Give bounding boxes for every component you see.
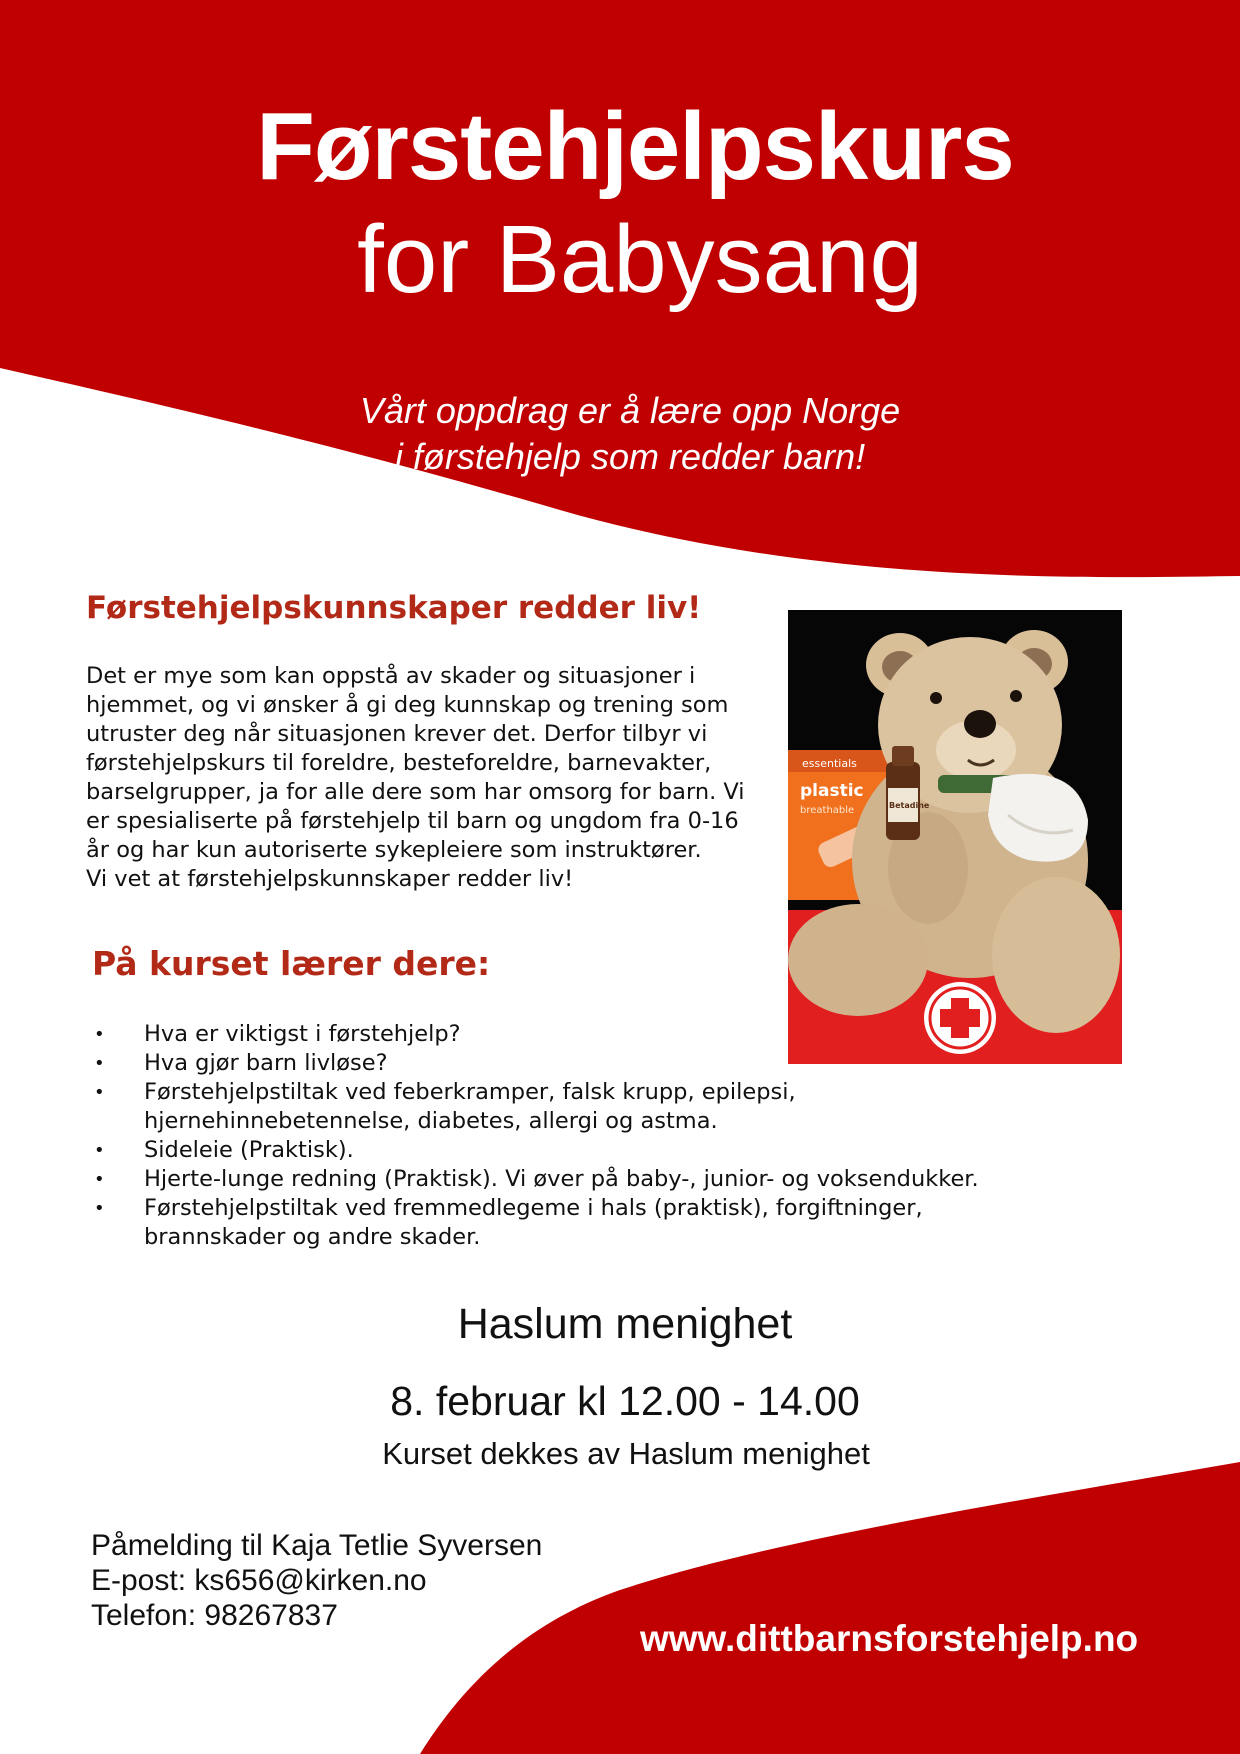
contact-phone: Telefon: 98267837 — [91, 1599, 338, 1632]
poster-title-line2: for Babysang — [357, 206, 923, 313]
footer-red-wave — [420, 1462, 1240, 1754]
bottle-label: Betadine — [889, 801, 930, 810]
tagline — [0, 388, 1240, 480]
teddy-bear-photo — [788, 610, 1122, 1064]
intro-line: førstehjelpskurs til foreldre, besteforeldre, barnevakter, — [86, 750, 712, 776]
intro-line: hjemmet, og vi ønsker å gi deg kunnskap og trening som — [86, 692, 729, 718]
intro-line: utruster deg når situasjonen krever det. Derfor tilbyr vi — [86, 721, 708, 747]
box-text-sub: breathable — [800, 805, 855, 816]
course-topics-list — [92, 1020, 1092, 1252]
registration-contact: Påmelding til Kaja Tetlie Syversen — [91, 1529, 543, 1562]
intro-line: Vi vet at førstehjelpskunnskaper redder liv! — [86, 866, 574, 892]
event-sponsor: Kurset dekkes av Haslum menighet — [382, 1436, 870, 1471]
contact-block — [91, 1528, 542, 1633]
list-item: • Sideleie (Praktisk). — [92, 1136, 1092, 1165]
skills-heading: Førstehjelpskunnskaper redder liv! — [86, 590, 702, 626]
intro-line: Det er mye som kan oppstå av skader og situasjoner i — [86, 663, 696, 689]
poster-title-line1: Førstehjelpskurs — [256, 93, 1014, 200]
contact-email: E-post: ks656@kirken.no — [91, 1564, 427, 1597]
course-heading: På kurset lærer dere: — [92, 944, 491, 983]
intro-line: år og har kun autoriserte sykepleiere som instruktører. — [86, 837, 702, 863]
website-link[interactable]: www.dittbarnsforstehjelp.no — [640, 1618, 1139, 1659]
intro-paragraph — [86, 662, 746, 894]
intro-line: barselgrupper, ja for alle dere som har omsorg for barn. Vi — [86, 779, 745, 805]
event-date: 8. februar kl 12.00 - 14.00 — [390, 1378, 860, 1424]
tagline-line2: i førstehjelp som redder barn! — [394, 436, 866, 477]
box-text-brand: essentials — [802, 757, 857, 770]
list-item: • Førstehjelpstiltak ved fremmedlegeme i hals (praktisk), forgiftninger, brannskader og andre skader. — [92, 1194, 1092, 1252]
list-item: • Hjerte-lunge redning (Praktisk). Vi øver på baby-, junior- og voksendukker. — [92, 1165, 1092, 1194]
tagline-line1: Vårt oppdrag er å lære opp Norge — [359, 390, 901, 431]
box-text-product: plastic — [800, 781, 864, 801]
event-location: Haslum menighet — [457, 1300, 793, 1348]
list-item: • Hva gjør barn livløse? — [92, 1049, 1092, 1078]
intro-line: er spesialiserte på førstehjelp til barn og ungdom fra 0-16 — [86, 808, 739, 834]
list-item: • Hva er viktigst i førstehjelp? — [92, 1020, 1092, 1049]
list-item: • Førstehjelpstiltak ved feberkramper, falsk krupp, epilepsi, hjernehinnebetennelse, diabetes, allergi og astma. — [92, 1078, 1092, 1136]
